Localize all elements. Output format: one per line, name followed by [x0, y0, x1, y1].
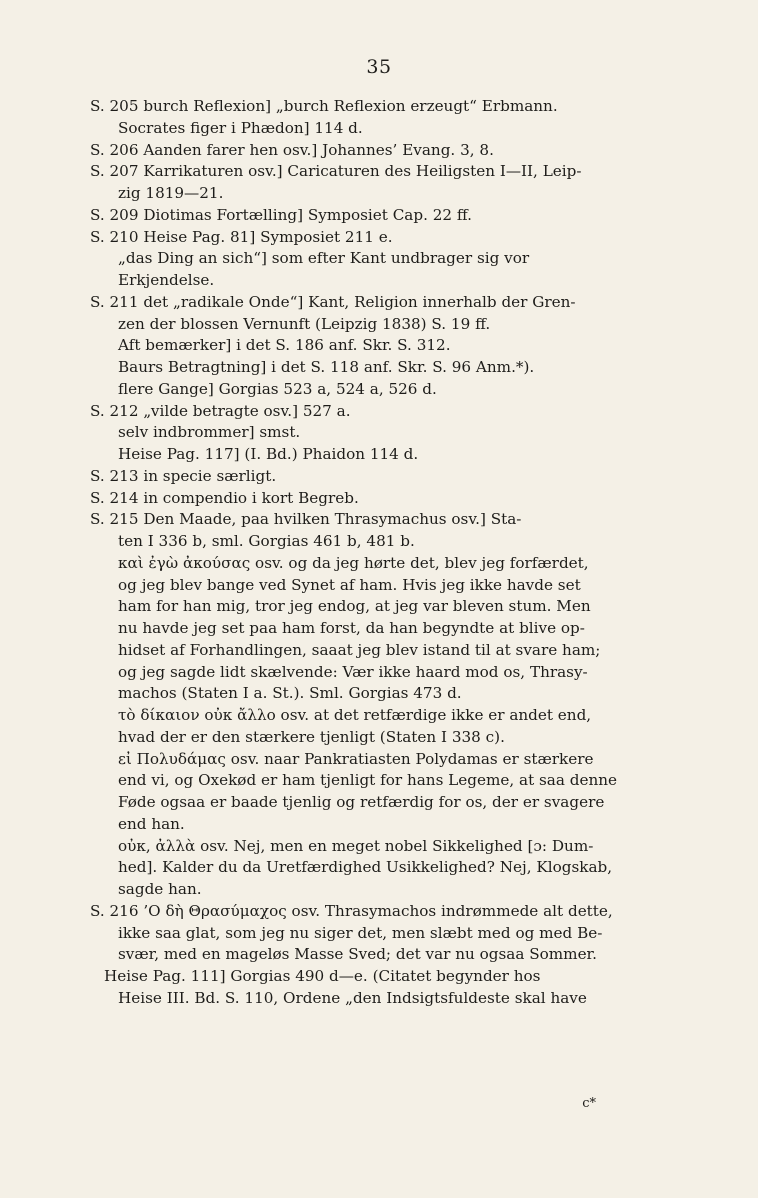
text-line: S. 205 burch Reflexion] „burch Reflexion erzeugt“ Erbmann. — [90, 97, 558, 115]
text-line: Føde ogsaa er baade tjenlig og retfærdig for os, der er svagere — [118, 793, 605, 811]
text-line: hidset af Forhandlingen, saaat jeg blev istand til at svare ham; — [118, 640, 601, 659]
text-line: selv indbrommer] smst. — [118, 423, 301, 442]
text-line: zen der blossen Vernunft (Leipzig 1838) S. 19 ff. — [118, 314, 491, 333]
text-line: S. 207 Karrikaturen osv.] Caricaturen des Heiligsten I—II, Leip- — [90, 162, 582, 181]
text-line: ham for han mig, tror jeg endog, at jeg var bleven stum. Men — [118, 597, 591, 616]
text-line: machos (Staten I a. St.). Sml. Gorgias 473 d. — [118, 684, 462, 703]
text-line: og jeg sagde lidt skælvende: Vær ikke haard mod os, Thrasy- — [118, 662, 588, 681]
text-line: S. 213 in specie særligt. — [90, 466, 277, 485]
text-line: Baurs Betragtning] i det S. 118 anf. Skr. S. 96 Anm.*). — [118, 358, 535, 376]
text-line: τὸ δίκαιον οὐκ ἄλλο osv. at det retfærdige ikke er andet end, — [118, 706, 592, 724]
text-line: οὐκ, ἀλλὰ osv. Nej, men en meget nobel Sikkelighed [ɔ: Dum- — [118, 836, 594, 855]
text-line: S. 216 ’Ο δὴ Θρασύμαχος osv. Thrasymachos indrømmede alt dette, — [90, 901, 613, 920]
text-line: S. 215 Den Maade, paa hvilken Thrasymachus osv.] Sta- — [90, 510, 522, 529]
text-line: καὶ ἐγὼ ἀκούσας osv. og da jeg hørte det, blev jeg forfærdet, — [118, 553, 589, 572]
text-line: εἰ Πολυδάμας osv. naar Pankratiasten Polydamas er stærkere — [118, 749, 594, 768]
text-line: S. 212 „vilde betragte osv.] 527 a. — [90, 401, 351, 420]
text-line: Socrates figer i Phædon] 114 d. — [118, 118, 363, 137]
text-line: „das Ding an sich“] som efter Kant undbrager sig vor — [118, 249, 530, 268]
page-number: 35 — [366, 56, 392, 78]
printer-signature-mark: c* — [582, 1096, 596, 1111]
text-line: end han. — [118, 814, 185, 833]
text-line: S. 210 Heise Pag. 81] Symposiet 211 e. — [90, 227, 393, 246]
text-line: sagde han. — [118, 880, 202, 898]
text-line: Heise Pag. 111] Gorgias 490 d—e. (Citatet begynder hos — [104, 967, 541, 985]
text-line: S. 206 Aanden farer hen osv.] Johannes’ Evang. 3, 8. — [90, 140, 494, 159]
text-line: hvad der er den stærkere tjenligt (Staten I 338 c). — [118, 727, 505, 746]
text-line: flere Gange] Gorgias 523 a, 524 a, 526 d. — [118, 379, 437, 398]
text-line: Heise III. Bd. S. 110, Ordene „den Indsigtsfuldeste skal have — [118, 988, 587, 1007]
text-line: Erkjendelse. — [118, 271, 215, 289]
text-line: ikke saa glat, som jeg nu siger det, men slæbt med og med Be- — [118, 923, 603, 942]
text-line: og jeg blev bange ved Synet af ham. Hvis jeg ikke havde set — [118, 575, 581, 594]
text-line: svær, med en mageløs Masse Sved; det var nu ogsaa Sommer. — [118, 945, 597, 964]
text-line: Aft bemærker] i det S. 186 anf. Skr. S. 312. — [118, 336, 451, 355]
text-line: nu havde jeg set paa ham forst, da han begyndte at blive op- — [118, 619, 585, 637]
text-body — [90, 96, 670, 1010]
text-line: zig 1819—21. — [118, 184, 224, 202]
text-line: Heise Pag. 117] (I. Bd.) Phaidon 114 d. — [118, 445, 419, 463]
text-line: S. 211 det „radikale Onde“] Kant, Religion innerhalb der Gren- — [90, 292, 576, 311]
text-line: hed]. Kalder du da Uretfærdighed Usikkelighed? Nej, Klogskab, — [118, 858, 613, 877]
text-line: end vi, og Oxekød er ham tjenligt for hans Legeme, at saa denne — [118, 771, 617, 790]
text-line: ten I 336 b, sml. Gorgias 461 b, 481 b. — [118, 532, 415, 550]
text-line: S. 214 in compendio i kort Begreb. — [90, 488, 359, 507]
text-line: S. 209 Diotimas Fortælling] Symposiet Cap. 22 ff. — [90, 205, 472, 224]
